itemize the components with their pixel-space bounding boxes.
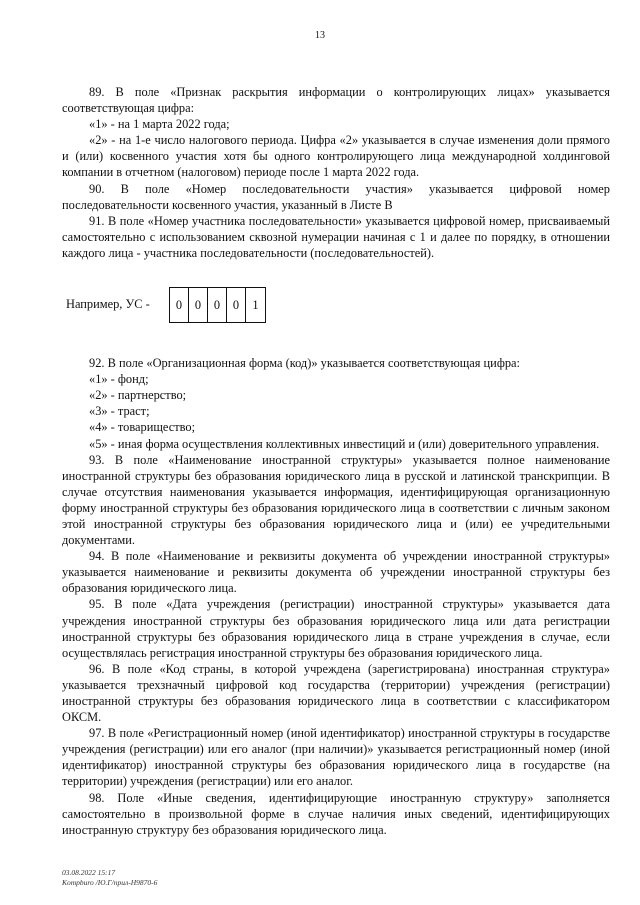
document-body — [62, 84, 610, 838]
code-cell: 1 — [252, 297, 259, 312]
paragraph-92-option-5: «5» - иная форма осуществления коллективных инвестиций и (или) доверительного управления. — [89, 436, 600, 451]
footer-date: 03.08.2022 15:17 — [62, 868, 116, 877]
page-number: 13 — [315, 30, 325, 41]
example-block — [62, 287, 610, 343]
paragraph-96: 96. В поле «Код страны, в которой учреждена (зарегистрирована) иностранная структура» указывается трехзначный цифровой код государства (территории) учреждения (регистрации) иностранной структуры без образования юридического лица в соответствии с классификатором ОКСМ. — [62, 661, 610, 725]
paragraph-97: 97. В поле «Регистрационный номер (иной идентификатор) иностранной структуры в государстве учреждения (регистрации) или его аналог (при наличии)» указывается регистрационный номер (иной идентификатор) иностранной структуры без образования юридического лица в государстве (на территории) учреждения (регистрации) или его аналог. — [62, 726, 610, 789]
paragraph-90: 90. В поле «Номер последовательности участия» указывается цифровой номер последовательности косвенного участия, указанный в Листе В — [62, 181, 610, 212]
paragraph-95: 95. В поле «Дата учреждения (регистрации) иностранной структуры» указывается дата учреждения иностранной структуры без образования юридического лица или дата регистрации иностранной структуры без образования юридического лица в стране учреждения в случае, если осуществлялась регистрация иностранной структуры без образования юридического лица. — [62, 597, 610, 660]
paragraph-92-option-1: «1» - фонд; — [89, 372, 149, 387]
paragraph-92: 92. В поле «Организационная форма (код)» указывается соответствующая цифра: — [89, 356, 520, 371]
code-cell: 0 — [189, 288, 208, 322]
paragraph-89: 89. В поле «Признак раскрытия информации о контролирующих лицах» указывается соответствующая цифра: — [62, 85, 610, 116]
example-label: Например, УС - — [66, 297, 150, 312]
footer — [62, 868, 157, 888]
paragraph-92-option-3: «3» - траст; — [89, 404, 150, 419]
code-cell: 0 — [170, 288, 189, 322]
footer-document-id: Kompburo /Ю.Г/прил-Н9870-6 — [62, 878, 158, 887]
paragraph-89-option-1: «1» - на 1 марта 2022 года; — [89, 117, 230, 132]
paragraph-94: 94. В поле «Наименование и реквизиты документа об учреждении иностранной структуры» указывается наименование и реквизиты документа об учреждении иностранной структуры без образования юридического лица. — [62, 549, 610, 596]
code-box — [169, 287, 266, 323]
paragraph-98: 98. Поле «Иные сведения, идентифицирующие иностранную структуру» заполняется самостоятельно в произвольной форме в случае наличия иных сведений, идентифицирующих иностранную структуру без образования юридического лица. — [62, 790, 610, 837]
paragraph-89-option-2: «2» - на 1-е число налогового периода. Цифра «2» указывается в случае изменения доли прямого и (или) косвенного участия хотя бы одного контролирующего лица международной холдинговой компании в отчетном (налоговом) периоде после 1 марта 2022 года. — [62, 133, 610, 180]
paragraph-93: 93. В поле «Наименование иностранной структуры» указывается полное наименование иностранной структуры без образования юридического лица в русской и латинской транскрипции. В случае отсутствия наименования указывается информация, идентифицирующая организационную форму иностранной структуры без образования юридического лица в соответствии с личным законом этой иностранной структуры без образования юридического лица и (или) ее учредительными документами. — [62, 452, 610, 548]
code-cell: 0 — [227, 288, 246, 322]
paragraph-92-option-4: «4» - товарищество; — [89, 420, 196, 435]
paragraph-91: 91. В поле «Номер участника последовательности» указывается цифровой номер, присваиваемый самостоятельно с использованием сквозной нумерации начиная с 1 и далее по порядку, в отношении каждого лица - участника последовательности (последовательностей). — [62, 213, 610, 260]
code-cell: 0 — [208, 288, 227, 322]
paragraph-92-option-2: «2» - партнерство; — [89, 388, 187, 403]
